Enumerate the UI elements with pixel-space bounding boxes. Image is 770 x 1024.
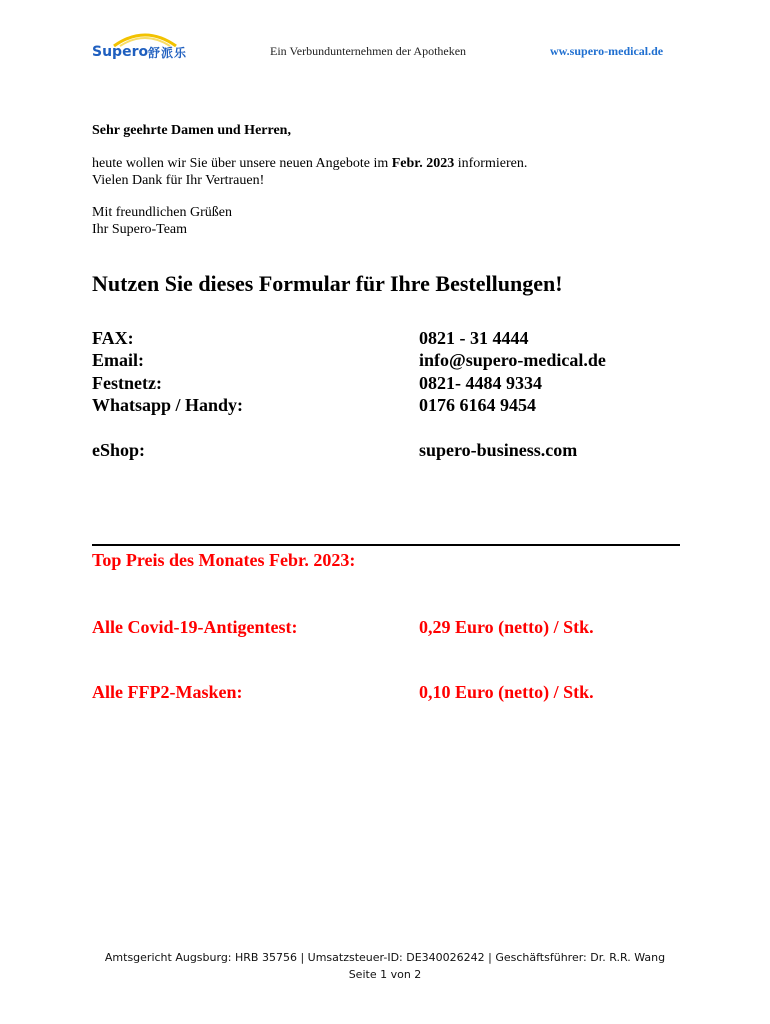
- eshop-link[interactable]: supero-business.com: [419, 440, 578, 460]
- thanks-line: Vielen Dank für Ihr Vertrauen!: [92, 173, 265, 188]
- email-value[interactable]: info@supero-medical.de: [419, 350, 606, 370]
- email-label: Email:: [92, 350, 144, 370]
- page-number: Seite 1 von 2: [348, 968, 422, 981]
- whatsapp-label: Whatsapp / Handy:: [92, 395, 244, 415]
- intro-text-start: heute wollen wir Sie über unsere neuen Angebote im: [92, 156, 392, 171]
- eshop-label: eShop:: [92, 440, 146, 460]
- section-divider: [92, 544, 680, 546]
- footer-legal-info: Amtsgericht Augsburg: HRB 35756 | Umsatzsteuer-ID: DE340026242 | Geschäftsführer: Dr. R.R. Wang: [104, 951, 666, 964]
- salutation: Sehr geehrte Damen und Herren,: [92, 123, 291, 138]
- logo-text: Supero: [92, 44, 149, 60]
- offer-antigen-test-label: Alle Covid-19-Antigentest:: [92, 617, 298, 637]
- whatsapp-value: 0176 6164 9454: [419, 395, 536, 415]
- intro-text-end: informieren.: [454, 156, 528, 171]
- offer-heading: Top Preis des Monates Febr. 2023:: [92, 550, 356, 570]
- closing-greeting: Mit freundlichen Grüßen: [92, 205, 232, 220]
- landline-label: Festnetz:: [92, 373, 162, 393]
- landline-value: 0821- 4484 9334: [419, 373, 542, 393]
- offer-ffp2-mask-label: Alle FFP2-Masken:: [92, 682, 243, 702]
- logo-chinese-text: 舒派乐: [148, 46, 188, 60]
- header-tagline: Ein Verbundunternehmen der Apotheken: [270, 44, 467, 58]
- header-website-link[interactable]: ww.supero-medical.de: [550, 44, 664, 58]
- fax-label: FAX:: [92, 328, 134, 348]
- intro-month: Febr. 2023: [391, 156, 455, 171]
- offer-antigen-test-price: 0,29 Euro (netto) / Stk.: [419, 617, 594, 637]
- intro-line: [92, 155, 527, 172]
- company-logo: [92, 26, 204, 70]
- form-title: Nutzen Sie dieses Formular für Ihre Bestellungen!: [92, 271, 563, 296]
- fax-value: 0821 - 31 4444: [419, 328, 529, 348]
- signature: Ihr Supero-Team: [92, 222, 188, 237]
- offer-ffp2-mask-price: 0,10 Euro (netto) / Stk.: [419, 682, 594, 702]
